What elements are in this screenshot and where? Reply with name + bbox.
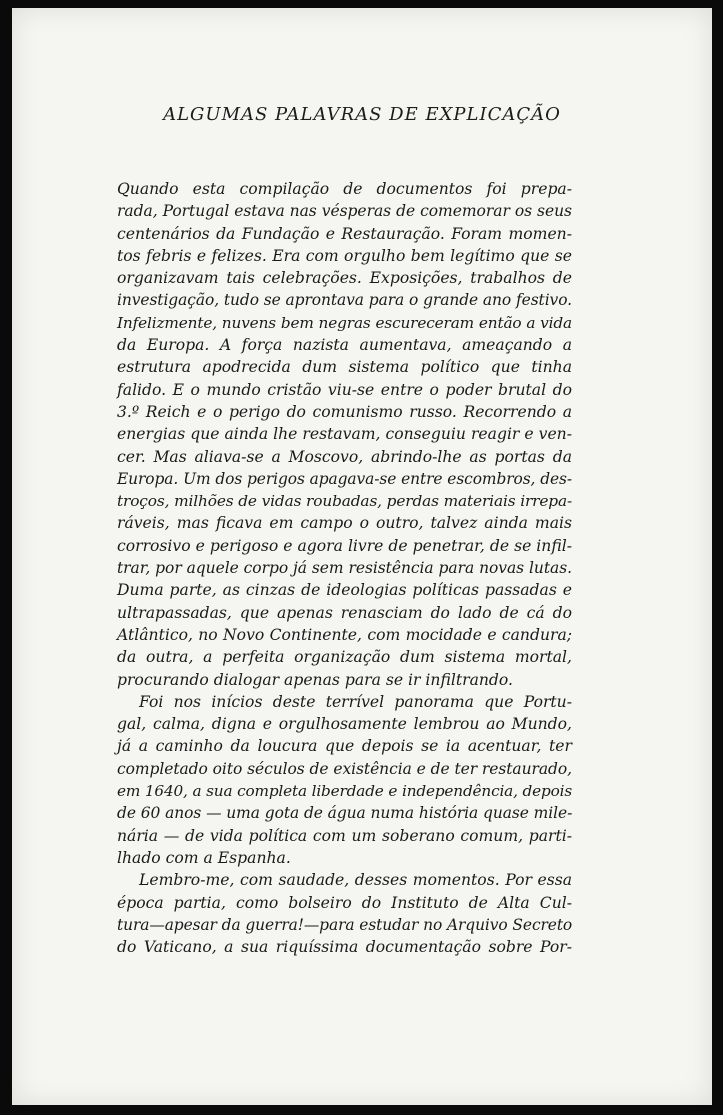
text-line: cer. Mas aliava-se a Moscovo, abrindo-lhe as portas da: [117, 447, 572, 466]
text-line: tura—apesar da guerra!—para estudar no Arquivo Secreto: [117, 915, 573, 934]
text-line: Duma parte, as cinzas de ideologias políticas passadas e: [117, 581, 572, 600]
text-line: corrosivo e perigoso e agora livre de penetrar, de se infil-: [117, 536, 572, 555]
text-line: lhado com a Espanha.: [117, 848, 291, 867]
text-line: do Vaticano, a sua riquíssima documentação sobre Por-: [117, 938, 572, 957]
text-line: completado oito séculos de existência e de ter restaurado,: [117, 759, 572, 778]
text-line: falido. E o mundo cristão viu-se entre o poder brutal do: [117, 380, 572, 399]
text-line: tos febris e felizes. Era com orgulho bem legítimo que se: [117, 246, 572, 265]
text-line: Quando esta compilação de documentos foi prepa-: [117, 180, 572, 198]
text-line: da Europa. A força nazista aumentava, ameaçando a: [117, 336, 572, 355]
text-line: nária — de vida política com um soberano comum, parti-: [117, 826, 572, 845]
text-line: Europa. Um dos perigos apagava-se entre escombros, des-: [117, 469, 572, 488]
text-line: rada, Portugal estava nas vésperas de comemorar os seus: [117, 202, 572, 221]
text-line: em 1640, a sua completa liberdade e independência, depois: [117, 782, 572, 801]
text-line: centenários da Fundação e Restauração. Foram momen-: [117, 224, 572, 243]
text-line: Infelizmente, nuvens bem negras escureceram então a vida: [117, 313, 572, 332]
text-line: procurando dialogar apenas para se ir infiltrando.: [117, 670, 513, 689]
body-text: [117, 178, 572, 958]
text-line: organizavam tais celebrações. Exposições, trabalhos de: [117, 269, 572, 288]
text-line: trar, por aquele corpo já sem resistência para novas lutas.: [117, 559, 572, 578]
text-line: ultrapassadas, que apenas renasciam do lado de cá do: [117, 603, 572, 622]
text-line: troços, milhões de vidas roubadas, perdas materiais irrepa-: [117, 492, 572, 511]
text-line: Lembro-me, com saudade, desses momentos. Por essa: [139, 871, 572, 890]
text-line: ráveis, mas ficava em campo o outro, talvez ainda mais: [117, 514, 572, 533]
text-line: de 60 anos — uma gota de água numa história quase mile-: [117, 804, 573, 823]
text-line: estrutura apodrecida dum sistema político que tinha: [117, 358, 572, 377]
document-page: [12, 8, 712, 1105]
text-line: investigação, tudo se aprontava para o grande ano festivo.: [117, 291, 572, 310]
text-line: 3.º Reich e o perigo do comunismo russo. Recorrendo a: [117, 402, 572, 421]
text-line: energias que ainda lhe restavam, conseguiu reagir e ven-: [117, 425, 572, 444]
page-title: ALGUMAS PALAVRAS DE EXPLICAÇÃO: [163, 104, 561, 125]
text-line: da outra, a perfeita organização dum sistema mortal,: [117, 648, 572, 667]
text-line: já a caminho da loucura que depois se ia acentuar, ter: [117, 737, 572, 756]
text-line: Atlântico, no Novo Continente, com mocidade e candura;: [117, 625, 572, 644]
text-line: Foi nos inícios deste terrível panorama que Portu-: [139, 692, 572, 711]
text-line: época partia, como bolseiro do Instituto de Alta Cul-: [117, 893, 572, 912]
text-line: gal, calma, digna e orgulhosamente lembrou ao Mundo,: [117, 715, 572, 734]
